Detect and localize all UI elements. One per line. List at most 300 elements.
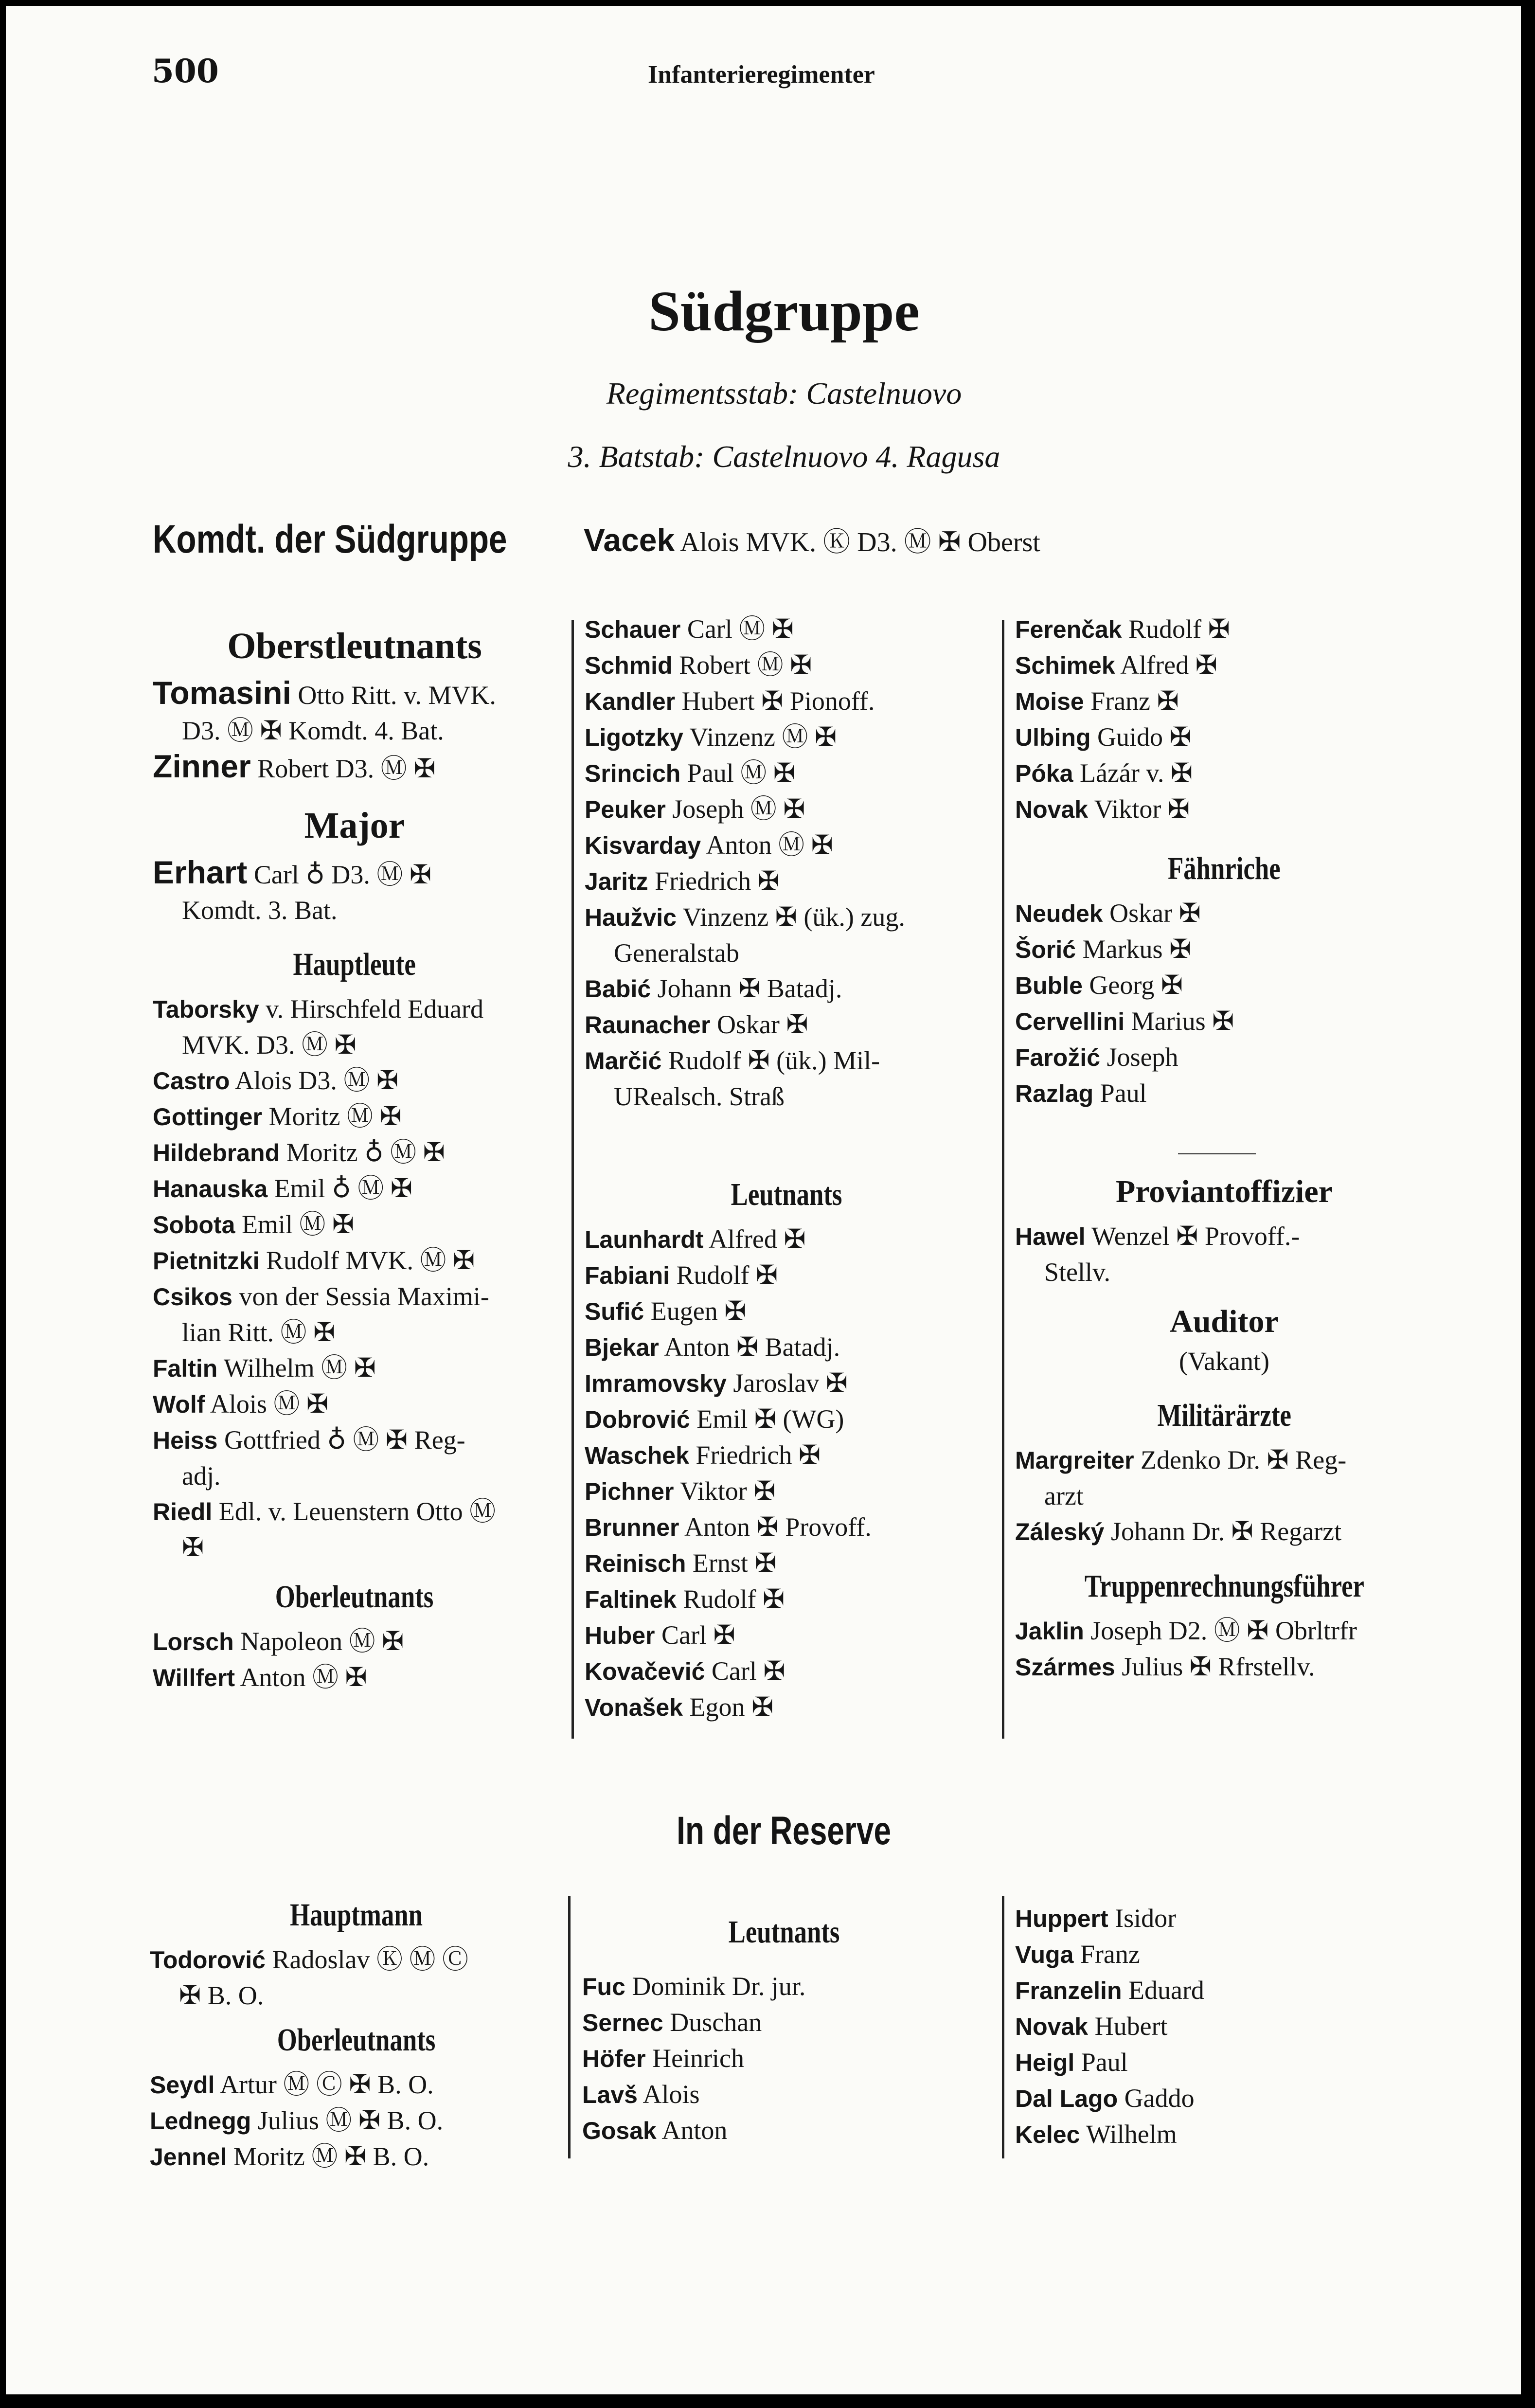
column-rule-right bbox=[1002, 620, 1004, 1739]
entry-surname: Kisvarday bbox=[585, 832, 701, 859]
column-3 bbox=[1015, 611, 1433, 1685]
list-item bbox=[585, 1007, 988, 1043]
entry-surname: Hawel bbox=[1015, 1223, 1086, 1250]
reserve-rule-left bbox=[568, 1896, 571, 2158]
list-item bbox=[1015, 932, 1433, 968]
commander-entry bbox=[584, 521, 1040, 559]
entry-surname: Lednegg bbox=[150, 2107, 251, 2135]
list-item bbox=[585, 1366, 988, 1402]
entry-details: Komdt. 3. Bat. bbox=[182, 896, 338, 925]
list-item bbox=[153, 1422, 556, 1458]
section-heading-oberleutnants: Oberleutnants bbox=[275, 1579, 434, 1615]
entry-surname: Neudek bbox=[1015, 900, 1103, 927]
entry-surname: Riedl bbox=[153, 1498, 213, 1526]
entry-details: Oskar ✠ bbox=[1109, 899, 1201, 928]
list-item bbox=[153, 675, 556, 713]
list-item bbox=[153, 1624, 556, 1660]
entry-surname: Huppert bbox=[1015, 1905, 1108, 1932]
column-1 bbox=[153, 609, 556, 1696]
list-item bbox=[150, 2067, 563, 2103]
entry-surname: Haužvic bbox=[585, 904, 677, 931]
entry-list bbox=[1015, 1442, 1433, 1550]
list-item bbox=[153, 1243, 556, 1279]
entry-details: Eduard bbox=[1128, 1976, 1204, 2005]
list-item bbox=[585, 1330, 988, 1366]
entry-surname: Heigl bbox=[1015, 2049, 1075, 2076]
section-heading-faehnriche: Fähnriche bbox=[1168, 851, 1281, 886]
entry-surname: Tomasini bbox=[153, 675, 291, 711]
entry-surname: Moise bbox=[1015, 688, 1084, 715]
list-item-continuation bbox=[585, 935, 988, 971]
entry-surname: Zinner bbox=[153, 748, 251, 784]
entry-details: Wilhelm bbox=[1086, 2120, 1177, 2149]
column-rule-left bbox=[571, 620, 574, 1739]
entry-surname: Huber bbox=[585, 1622, 655, 1649]
list-item bbox=[1015, 611, 1433, 647]
entry-surname: Peuker bbox=[585, 796, 666, 823]
entry-details: Rudolf ✠ bbox=[1128, 614, 1230, 644]
list-item bbox=[585, 755, 988, 791]
entry-details: Wenzel ✠ Provoff.- bbox=[1091, 1222, 1300, 1251]
entry-details: Rudolf MVK. Ⓜ ✠ bbox=[266, 1246, 475, 1275]
entry-details: Moritz ♁ Ⓜ ✠ bbox=[286, 1138, 445, 1167]
entry-details: Duschan bbox=[670, 2008, 762, 2037]
entry-surname: Seydl bbox=[150, 2071, 215, 2099]
list-item bbox=[1015, 1937, 1419, 1973]
entry-details: Gaddo bbox=[1124, 2084, 1195, 2113]
entry-surname: Dal Lago bbox=[1015, 2085, 1118, 2112]
entry-surname: Cervellini bbox=[1015, 1008, 1125, 1035]
entry-details: Georg ✠ bbox=[1089, 970, 1183, 1000]
reserve-column-2 bbox=[582, 1910, 986, 2149]
list-item-continuation bbox=[1015, 1478, 1433, 1514]
list-item bbox=[585, 1294, 988, 1330]
entry-details: Gottfried ♁ Ⓜ ✠ Reg- bbox=[224, 1425, 465, 1455]
entry-details: Rudolf ✠ bbox=[676, 1260, 778, 1290]
entry-details: adj. bbox=[182, 1461, 221, 1491]
list-item bbox=[1015, 1442, 1433, 1478]
entry-surname: Faltinek bbox=[585, 1586, 677, 1613]
list-item bbox=[153, 1207, 556, 1243]
entry-details: Anton ✠ Batadj. bbox=[664, 1332, 840, 1362]
entry-surname: Marčić bbox=[585, 1047, 662, 1075]
entry-surname: Waschek bbox=[585, 1442, 689, 1469]
entry-list bbox=[1015, 1219, 1433, 1290]
entry-list bbox=[150, 1942, 563, 2013]
entry-surname: Fuc bbox=[582, 1973, 625, 2000]
list-item bbox=[585, 1545, 988, 1581]
column-2 bbox=[585, 611, 988, 1725]
entry-surname: Babić bbox=[585, 975, 651, 1003]
section-heading-truppenrechnungsfuehrer: Truppenrechnungsführer bbox=[1084, 1568, 1364, 1604]
list-item bbox=[585, 863, 988, 899]
list-item bbox=[153, 1063, 556, 1099]
list-item-continuation bbox=[1015, 1255, 1433, 1290]
list-item-continuation bbox=[153, 1530, 556, 1565]
entry-surname: Margreiter bbox=[1015, 1447, 1134, 1474]
entry-surname: Willfert bbox=[153, 1664, 235, 1691]
list-item bbox=[1015, 755, 1433, 791]
list-item bbox=[1015, 683, 1433, 719]
section-heading-reserve-oberleutnants: Oberleutnants bbox=[277, 2022, 436, 2058]
list-item bbox=[585, 1258, 988, 1294]
entry-surname: Todorović bbox=[150, 1946, 266, 1974]
entry-details: Franz bbox=[1080, 1940, 1140, 1969]
list-item bbox=[1015, 1649, 1433, 1685]
entry-details: Anton bbox=[661, 2116, 728, 2145]
entry-details: Julius ✠ Rfrstellv. bbox=[1122, 1652, 1315, 1681]
list-item bbox=[585, 683, 988, 719]
entry-details: Viktor ✠ bbox=[1094, 794, 1190, 824]
entry-details: Friedrich ✠ bbox=[696, 1440, 821, 1470]
entry-surname: Hanauska bbox=[153, 1175, 268, 1203]
entry-list bbox=[582, 1969, 986, 2149]
entry-details: Alfred ✠ bbox=[1120, 650, 1217, 680]
entry-surname: Farožić bbox=[1015, 1044, 1101, 1071]
section-heading-auditor: Auditor bbox=[1170, 1304, 1279, 1339]
entry-surname: Kelec bbox=[1015, 2121, 1080, 2148]
entry-surname: Póka bbox=[1015, 760, 1073, 787]
entry-details: Hubert bbox=[1094, 2012, 1168, 2041]
list-item bbox=[585, 899, 988, 935]
list-item bbox=[582, 2113, 986, 2149]
entry-details: Moritz Ⓜ ✠ B. O. bbox=[233, 2142, 429, 2171]
entry-surname: Erhart bbox=[153, 854, 248, 890]
entry-surname: Imramovsky bbox=[585, 1370, 727, 1397]
entry-surname: Heiss bbox=[153, 1427, 218, 1454]
entry-details: Vinzenz Ⓜ ✠ bbox=[689, 722, 837, 752]
list-item bbox=[585, 1474, 988, 1509]
entry-surname: Schimek bbox=[1015, 652, 1115, 679]
list-item bbox=[585, 791, 988, 827]
list-item bbox=[1015, 1219, 1433, 1255]
list-item bbox=[1015, 2117, 1419, 2153]
commander-text: Alois MVK. Ⓚ D3. Ⓜ ✠ Oberst bbox=[680, 527, 1040, 557]
entry-details: Rudolf ✠ (ük.) Mil- bbox=[668, 1046, 880, 1075]
entry-surname: Dobrović bbox=[585, 1406, 690, 1433]
entry-details: Isidor bbox=[1115, 1904, 1177, 1933]
entry-surname: Höfer bbox=[582, 2045, 646, 2072]
list-item bbox=[585, 1043, 988, 1079]
entry-list bbox=[153, 1624, 556, 1696]
entry-details: von der Sessia Maximi- bbox=[239, 1282, 489, 1311]
page-title: Südgruppe bbox=[648, 279, 920, 343]
entry-details: Carl ✠ bbox=[661, 1620, 735, 1650]
list-item bbox=[1015, 719, 1433, 755]
list-item bbox=[1015, 1004, 1433, 1040]
list-item bbox=[1015, 1613, 1433, 1649]
entry-surname: Novak bbox=[1015, 796, 1089, 823]
entry-surname: Sufić bbox=[585, 1298, 644, 1325]
list-item-continuation bbox=[153, 893, 556, 928]
entry-list bbox=[153, 855, 556, 928]
list-item bbox=[1015, 1076, 1433, 1112]
list-item bbox=[1015, 1514, 1433, 1550]
entry-details: Marius ✠ bbox=[1131, 1006, 1234, 1036]
regimentsstab-line: Regimentsstab: Castelnuovo bbox=[606, 376, 962, 411]
commander-label: Komdt. der Südgruppe bbox=[153, 517, 507, 561]
list-item bbox=[585, 1402, 988, 1438]
entry-surname: Lavš bbox=[582, 2081, 638, 2108]
section-heading-reserve-leutnants: Leutnants bbox=[728, 1914, 840, 1950]
entry-details: Egon ✠ bbox=[689, 1692, 774, 1722]
entry-details: Heinrich bbox=[652, 2044, 744, 2073]
entry-surname: Vonašek bbox=[585, 1694, 683, 1721]
list-item bbox=[153, 1099, 556, 1135]
entry-list bbox=[585, 611, 988, 1114]
entry-details: Rudolf ✠ bbox=[683, 1584, 785, 1614]
entry-surname: Lorsch bbox=[153, 1628, 234, 1655]
section-heading-proviantoffizier: Proviantoffizier bbox=[1116, 1174, 1333, 1209]
list-item bbox=[1015, 2009, 1419, 2045]
entry-surname: Pietnitzki bbox=[153, 1247, 260, 1275]
list-item bbox=[585, 611, 988, 647]
section-heading-oberstleutnants: Oberstleutnants bbox=[227, 626, 482, 666]
entry-details: Emil ✠ (WG) bbox=[696, 1404, 844, 1434]
list-item bbox=[153, 1386, 556, 1422]
entry-details: Emil Ⓜ ✠ bbox=[241, 1210, 355, 1239]
entry-details: ✠ B. O. bbox=[179, 1981, 264, 2010]
entry-details: Dominik Dr. jur. bbox=[632, 1972, 806, 2001]
entry-surname: Schmid bbox=[585, 652, 673, 679]
entry-details: Otto Ritt. v. MVK. bbox=[298, 681, 496, 710]
list-item bbox=[585, 1222, 988, 1258]
entry-details: Guido ✠ bbox=[1097, 722, 1192, 752]
list-item bbox=[585, 1581, 988, 1617]
entry-details: Jaroslav ✠ bbox=[733, 1368, 848, 1398]
entry-surname: Reinisch bbox=[585, 1550, 686, 1577]
reserve-column-3 bbox=[1015, 1901, 1419, 2153]
entry-details: Ernst ✠ bbox=[692, 1548, 777, 1578]
entry-details: Friedrich ✠ bbox=[655, 866, 780, 896]
entry-surname: Jennel bbox=[150, 2143, 227, 2171]
entry-surname: Brunner bbox=[585, 1514, 679, 1541]
entry-details: Markus ✠ bbox=[1082, 934, 1192, 964]
list-item bbox=[153, 1171, 556, 1207]
list-item bbox=[585, 1653, 988, 1689]
entry-details: Robert Ⓜ ✠ bbox=[679, 650, 812, 680]
entry-surname: Gottinger bbox=[153, 1103, 262, 1131]
section-heading-militaeraerzte: Militärärzte bbox=[1157, 1398, 1291, 1433]
entry-surname: Ulbing bbox=[1015, 724, 1091, 751]
list-item bbox=[585, 1689, 988, 1725]
entry-surname: Sernec bbox=[582, 2009, 663, 2036]
entry-details: Generalstab bbox=[614, 938, 739, 968]
entry-details: URealsch. Straß bbox=[614, 1082, 785, 1111]
entry-details: arzt bbox=[1044, 1481, 1084, 1510]
section-heading-hauptleute: Hauptleute bbox=[293, 947, 416, 982]
entry-surname: Kandler bbox=[585, 688, 676, 715]
entry-surname: Srincich bbox=[585, 760, 681, 787]
entry-surname: Taborsky bbox=[153, 996, 259, 1023]
list-item bbox=[153, 991, 556, 1027]
list-item bbox=[585, 719, 988, 755]
entry-surname: Bjekar bbox=[585, 1334, 659, 1361]
entry-surname: Hildebrand bbox=[153, 1139, 280, 1167]
entry-list bbox=[1015, 896, 1433, 1112]
entry-list bbox=[1015, 611, 1433, 827]
list-item bbox=[1015, 1901, 1419, 1937]
entry-details: Paul Ⓜ ✠ bbox=[687, 758, 796, 788]
list-item bbox=[1015, 2045, 1419, 2081]
entry-details: Carl ✠ bbox=[711, 1656, 785, 1686]
entry-details: Lázár v. ✠ bbox=[1080, 758, 1193, 788]
entry-surname: Csikos bbox=[153, 1283, 232, 1311]
entry-surname: Raunacher bbox=[585, 1011, 711, 1039]
entry-surname: Kovačević bbox=[585, 1658, 705, 1685]
entry-surname: Jaklin bbox=[1015, 1617, 1084, 1645]
list-item bbox=[1015, 647, 1433, 683]
list-item bbox=[153, 749, 556, 787]
entry-details: Anton ✠ Provoff. bbox=[684, 1512, 872, 1542]
entry-details: Radoslav Ⓚ Ⓜ Ⓒ bbox=[272, 1945, 468, 1974]
entry-surname: Pichner bbox=[585, 1478, 674, 1505]
entry-details: Stellv. bbox=[1044, 1258, 1111, 1287]
entry-details: Wilhelm Ⓜ ✠ bbox=[223, 1353, 376, 1383]
entry-details: Anton Ⓜ ✠ bbox=[706, 830, 833, 860]
list-item bbox=[1015, 1040, 1433, 1076]
entry-details: Artur Ⓜ Ⓒ ✠ B. O. bbox=[219, 2070, 434, 2099]
entry-details: Vinzenz ✠ (ük.) zug. bbox=[682, 902, 905, 932]
list-item bbox=[153, 1660, 556, 1696]
entry-details: Robert D3. Ⓜ ✠ bbox=[257, 754, 436, 783]
entry-details: Moritz Ⓜ ✠ bbox=[268, 1102, 402, 1131]
document-page bbox=[6, 6, 1521, 2394]
list-item bbox=[585, 647, 988, 683]
entry-details: Julius Ⓜ ✠ B. O. bbox=[257, 2106, 444, 2135]
entry-details: Eugen ✠ bbox=[650, 1296, 747, 1326]
list-item bbox=[585, 1617, 988, 1653]
entry-details: Johann ✠ Batadj. bbox=[657, 974, 842, 1003]
entry-details: Alois Ⓜ ✠ bbox=[210, 1389, 329, 1419]
entry-surname: Razlag bbox=[1015, 1080, 1094, 1107]
entry-details: Emil ♁ Ⓜ ✠ bbox=[274, 1174, 413, 1203]
entry-details: Anton Ⓜ ✠ bbox=[240, 1663, 367, 1692]
list-item bbox=[1015, 791, 1433, 827]
entry-surname: Franzelin bbox=[1015, 1977, 1122, 2004]
entry-surname: Záleský bbox=[1015, 1518, 1105, 1545]
list-item bbox=[150, 2139, 563, 2175]
reserve-column-1 bbox=[150, 1893, 563, 2175]
entry-surname: Fabiani bbox=[585, 1262, 670, 1289]
list-item bbox=[1015, 2081, 1419, 2117]
section-heading-hauptmann: Hauptmann bbox=[290, 1897, 423, 1933]
list-item bbox=[153, 1279, 556, 1315]
entry-surname: Launhardt bbox=[585, 1226, 704, 1253]
entry-list bbox=[1015, 1901, 1419, 2153]
list-item bbox=[582, 2041, 986, 2077]
section-heading-major: Major bbox=[304, 805, 405, 846]
entry-details: Joseph D2. Ⓜ ✠ Obrltrfr bbox=[1090, 1616, 1357, 1645]
entry-details: Napoleon Ⓜ ✠ bbox=[240, 1627, 404, 1656]
auditor-vacant: (Vakant) bbox=[1179, 1347, 1269, 1376]
entry-details: Carl Ⓜ ✠ bbox=[687, 614, 794, 644]
entry-details: Alfred ✠ bbox=[708, 1224, 806, 1254]
entry-surname: Vuga bbox=[1015, 1941, 1074, 1968]
list-item bbox=[585, 1509, 988, 1545]
entry-details: Paul bbox=[1081, 2048, 1128, 2077]
entry-surname: Buble bbox=[1015, 972, 1083, 999]
list-item bbox=[153, 1135, 556, 1171]
list-item-continuation bbox=[153, 1027, 556, 1063]
entry-surname: Castro bbox=[153, 1067, 230, 1095]
entry-list bbox=[150, 2067, 563, 2175]
list-item bbox=[582, 2005, 986, 2041]
entry-surname: Sobota bbox=[153, 1211, 235, 1239]
entry-details: Paul bbox=[1100, 1078, 1147, 1108]
entry-surname: Ligotzky bbox=[585, 724, 683, 751]
list-item bbox=[153, 1350, 556, 1386]
reserve-heading: In der Reserve bbox=[677, 1809, 892, 1853]
list-item-continuation bbox=[153, 1315, 556, 1350]
list-item bbox=[585, 827, 988, 863]
entry-list bbox=[153, 991, 556, 1565]
list-item bbox=[585, 971, 988, 1007]
entry-details: ✠ bbox=[182, 1533, 204, 1562]
list-item bbox=[150, 2103, 563, 2139]
entry-details: Joseph bbox=[1107, 1042, 1178, 1072]
entry-details: D3. Ⓜ ✠ Komdt. 4. Bat. bbox=[182, 716, 444, 745]
entry-details: Johann Dr. ✠ Regarzt bbox=[1110, 1517, 1342, 1546]
list-item-continuation bbox=[153, 1458, 556, 1494]
entry-details: Edl. v. Leuenstern Otto Ⓜ bbox=[218, 1497, 496, 1526]
commander-name: Vacek bbox=[584, 522, 675, 558]
list-item bbox=[1015, 896, 1433, 932]
list-item-continuation bbox=[150, 1978, 563, 2013]
reserve-rule-right bbox=[1002, 1896, 1004, 2158]
list-item bbox=[153, 855, 556, 893]
entry-details: MVK. D3. Ⓜ ✠ bbox=[182, 1030, 357, 1060]
list-item bbox=[153, 1494, 556, 1530]
entry-details: Hubert ✠ Pionoff. bbox=[681, 686, 875, 716]
list-item-continuation bbox=[585, 1079, 988, 1114]
batstab-line: 3. Batstab: Castelnuovo 4. Ragusa bbox=[568, 439, 1000, 474]
list-item bbox=[582, 2077, 986, 2113]
list-item-continuation bbox=[153, 713, 556, 749]
entry-surname: Szármes bbox=[1015, 1653, 1115, 1681]
list-item bbox=[585, 1438, 988, 1474]
entry-details: lian Ritt. Ⓜ ✠ bbox=[182, 1318, 336, 1347]
entry-details: Alois D3. Ⓜ ✠ bbox=[234, 1066, 399, 1095]
entry-list bbox=[153, 675, 556, 787]
entry-list bbox=[1015, 1613, 1433, 1685]
entry-surname: Ferenčak bbox=[1015, 616, 1122, 643]
list-item bbox=[582, 1969, 986, 2005]
entry-details: Zdenko Dr. ✠ Reg- bbox=[1141, 1445, 1347, 1474]
entry-details: Carl ♁ D3. Ⓜ ✠ bbox=[253, 860, 432, 889]
entry-details: Viktor ✠ bbox=[679, 1476, 776, 1506]
entry-details: v. Hirschfeld Eduard bbox=[266, 994, 483, 1024]
list-item bbox=[1015, 1973, 1419, 2009]
entry-details: Joseph Ⓜ ✠ bbox=[672, 794, 805, 824]
section-heading-leutnants: Leutnants bbox=[731, 1177, 842, 1212]
list-item bbox=[150, 1942, 563, 1978]
entry-details: Oskar ✠ bbox=[716, 1010, 808, 1039]
entry-surname: Jaritz bbox=[585, 868, 648, 895]
entry-surname: Gosak bbox=[582, 2117, 657, 2144]
entry-details: Franz ✠ bbox=[1090, 686, 1179, 716]
entry-surname: Novak bbox=[1015, 2013, 1089, 2040]
page-number: 500 bbox=[152, 52, 219, 90]
list-item bbox=[1015, 968, 1433, 1004]
entry-list bbox=[585, 1222, 988, 1725]
running-title: Infanterieregimenter bbox=[648, 61, 875, 89]
entry-details: Alois bbox=[643, 2080, 700, 2109]
entry-surname: Wolf bbox=[153, 1391, 205, 1418]
entry-surname: Schauer bbox=[585, 616, 681, 643]
entry-surname: Faltin bbox=[153, 1355, 218, 1382]
entry-surname: Šorić bbox=[1015, 936, 1076, 963]
